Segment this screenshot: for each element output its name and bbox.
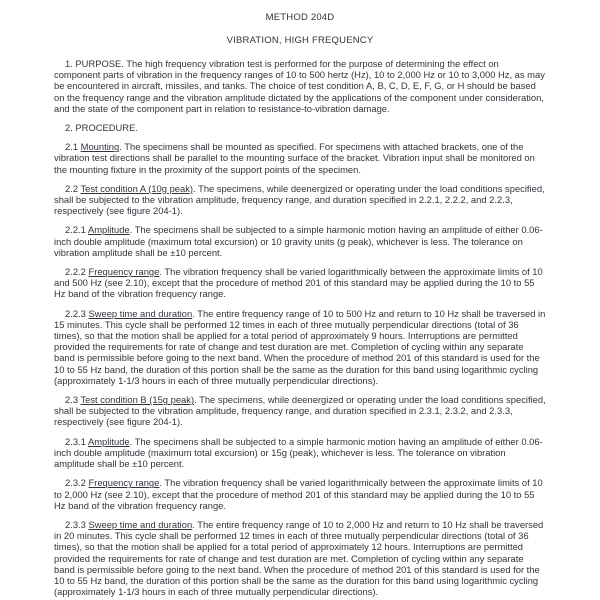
paragraph-text: 2.3 [65,394,81,406]
paragraph-2.3.2 [54,477,546,511]
paragraph-text: 2.2.1 [65,224,88,236]
paragraph-text: 2.3.3 [65,518,89,530]
paragraph-text: . The entire frequency range of 10 to 500 Hz and return to 10 Hz shall be traversed in 15 minutes. This cycle shall be performed 12 times in each of three mutually perpendicular directions (total of 36 times), so that the motion shall be applied for a total period of approximately 9 hours. Interruptions are permitted provided the requirements for rate of change and test duration are met. Completion of cycling within any separate band is permissible before going to the next band. When the procedure of method 201 of this standard is used for the 10 to 55 Hz band, the duration of this portion shall be the same as the duration for this band using logarithmic cycling (approximately 1-1/3 hours in each of three mutually perpendicular directions). [54,307,546,386]
paragraph-text: . The specimens shall be subjected to a simple harmonic motion having an amplitude of either 0.06-inch double amplitude (maximum total excursion) or 10 gravity units (g peak), whichever is less. The tolerance on vibration amplitude shall be ±10 percent. [54,224,543,258]
section-heading-label: Amplitude [87,224,130,236]
section-heading-label: Sweep time and duration [88,307,193,319]
section-heading-label: Frequency range [88,266,160,278]
paragraph-text: 2.2 [65,182,81,194]
paragraph-2 [54,122,546,133]
document-body [54,58,546,597]
section-heading-label: Frequency range [88,477,160,489]
section-heading-label: Amplitude [87,435,130,447]
paragraph-text: 2.3.2 [65,477,89,489]
paragraph-2.1 [54,141,546,175]
paragraph-text: 2. PROCEDURE. [65,122,138,134]
paragraph-text: 2.2.2 [65,266,89,278]
method-title: METHOD 204D [265,12,335,23]
paragraph-2.2 [54,183,546,217]
paragraph-text: . The specimens, while deenergized or operating under the load conditions specified, shall be subjected to the vibration amplitude, frequency range, and duration specified in 2.2.1, 2.2.2, and 2.2.3, respectively (see figure 204-1). [54,182,545,217]
paragraph-text: . The vibration frequency shall be varied logarithmically between the approximate limits of 10 and 500 Hz (see 2.10), except that the procedure of method 201 of this standard may be applied during the 10 to 55 Hz band of the vibration frequency range. [54,266,543,300]
section-heading-label: Mounting [80,141,120,153]
section-heading-label: Test condition B (15g peak) [80,394,195,406]
paragraph-2.3 [54,394,546,428]
document-subtitle: VIBRATION, HIGH FREQUENCY [226,35,374,46]
paragraph-text: . The specimens, while deenergized or operating under the load conditions specified, shall be subjected to the vibration amplitude, frequency range, and duration specified in 2.3.1, 2.3.2, and 2.3.3, respectively (see figure 204-1). [54,394,546,428]
paragraph-text: 1. PURPOSE. The high frequency vibration test is performed for the purpose of determining the effect on component parts of vibration in the frequency ranges of 10 to 500 hertz (Hz), 10 to 2,000 Hz or 10 to 3,000 Hz, as may be encountered in aircraft, missiles, and tanks. The choice of test condition A, B, C, D, E, F, G, or H should be based on the frequency range and the vibration amplitude dictated by the applications of the component under consideration, and the state of the component part in relation to resistance-to-vibration damage. [54,58,545,114]
paragraph-2.2.2 [54,266,546,300]
paragraph-2.2.3 [54,308,546,386]
paragraph-text: . The entire frequency range of 10 to 2,000 Hz and return to 10 Hz shall be traversed in 20 minutes. This cycle shall be performed 12 times in each of three mutually perpendicular directions (total of 36 times), so that the motion shall be applied for a total period of approximately 12 hours. Interruptions are permitted provided the requirements for rate of change and test duration are met. Completion of cycling within any separate band is permissible before going to the next band. When the procedure of method 201 of this standard is used for the 10 to 55 Hz band, the duration of this portion shall be the same as the duration for this band using logarithmic cycling (approximately 1-1/3 hours in each of three mutually perpendicular directions). [54,518,544,598]
paragraph-text: . The specimens shall be mounted as specified. For specimens with attached brackets, one of the vibration test directions shall be parallel to the mounting surface of the bracket. Vibration input shall be monitored on the mounting fixture in the proximity of the support points of the specimen. [54,141,535,175]
paragraph-text: . The vibration frequency shall be varied logarithmically between the approximate limits of 10 to 2,000 Hz (see 2.10), except that the procedure of method 201 of this standard may be applied during the 10 to 55 Hz band of the vibration frequency range. [54,477,543,511]
paragraph-2.3.1 [54,436,546,470]
section-heading-label: Test condition A (10g peak) [80,182,194,194]
paragraph-text: 2.1 [65,141,81,153]
paragraph-2.3.3 [54,519,546,597]
paragraph-text: 2.3.1 [65,435,88,447]
paragraph-1 [54,58,546,114]
paragraph-text: 2.2.3 [65,307,89,319]
section-heading-label: Sweep time and duration [88,518,193,530]
paragraph-2.2.1 [54,224,546,258]
paragraph-text: . The specimens shall be subjected to a simple harmonic motion having an amplitude of either 0.06-inch double amplitude (maximum total excursion) or 15g (peak), whichever is less. The tolerance on vibration amplitude shall be ±10 percent. [54,435,543,470]
